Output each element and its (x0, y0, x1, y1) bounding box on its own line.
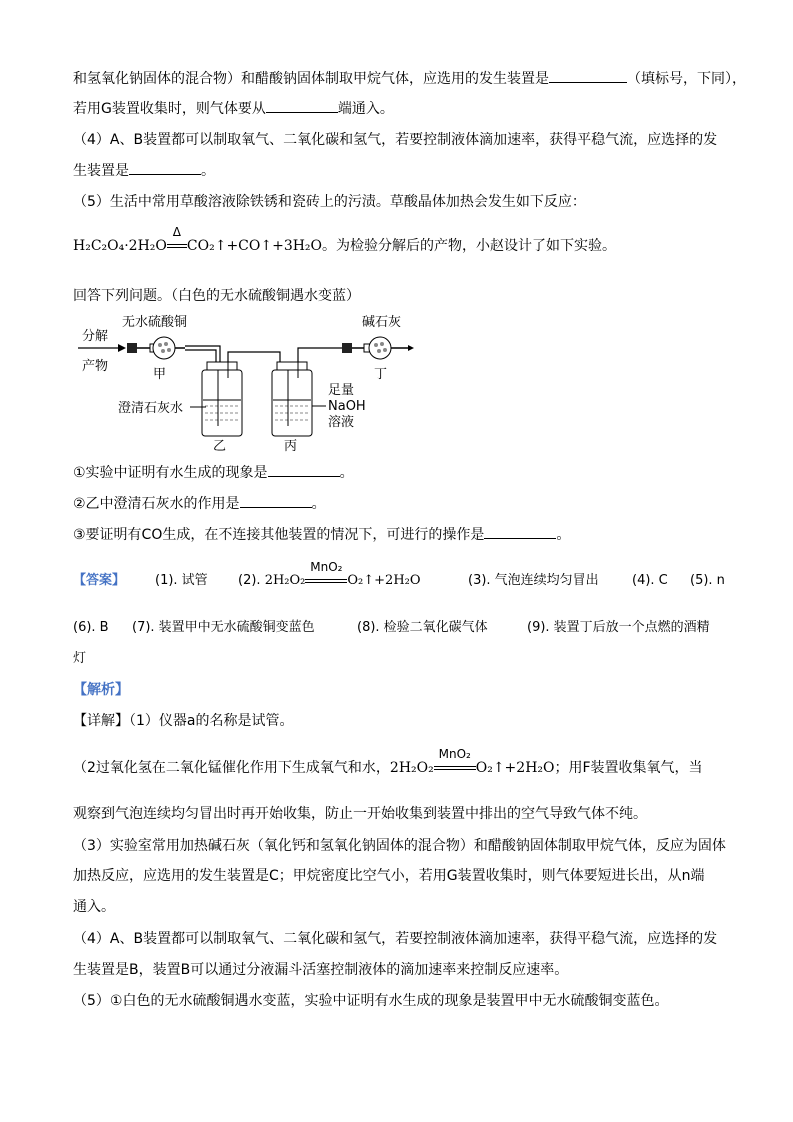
apparatus-diagram (70, 308, 430, 458)
answer-2: (2). 2H₂O₂ MnO₂ O₂↑+2H₂O (238, 571, 421, 591)
q4-blank-device[interactable] (129, 160, 201, 175)
q5-sub3: ③要证明有CO生成，在不连接其他装置的情况下，可进行的操作是 。 (73, 524, 570, 545)
analysis-p2: （2过氧化氢在二氧化锰催化作用下生成氧气和水，2H₂O₂ MnO₂ O₂↑+2H₂O；用F装置收集氧气，当 (73, 747, 703, 776)
q3-blank-device[interactable] (549, 68, 627, 83)
q4-line1: （4）A、B装置都可以制取氧气、二氧化碳和氢气，若要控制液体滴加速率，获得平稳气流，应选择的发 (73, 132, 718, 148)
ding-label: 丁 (374, 367, 388, 382)
analysis-p2-arrow: MnO₂ (434, 758, 476, 778)
naoh-label-2: NaOH (328, 399, 366, 414)
analysis-p3c: 通入。 (73, 899, 115, 915)
answer-2-arrow: MnO₂ (305, 571, 347, 591)
yi-label: 乙 (213, 439, 227, 454)
input-label-2: 产物 (82, 359, 109, 374)
q5-eq-left: H₂C₂O₄·2H₂O (73, 238, 167, 254)
analysis-p4a: （4）A、B装置都可以制取氧气、二氧化碳和氢气，若要控制液体滴加速率，获得平稳气流，应选择的发 (73, 931, 718, 947)
analysis-p2-cont: 观察到气泡连续均匀冒出时再开始收集，防止一开始收集到装置中排出的空气导致气体不纯。 (73, 806, 647, 822)
q5-eq-right: CO₂↑+CO↑+3H₂O (186, 238, 323, 254)
q5-eq-condition: Δ (172, 225, 182, 239)
answer-6: (6). B (73, 620, 109, 635)
bing-label: 丙 (284, 439, 298, 454)
answer-5: (5). n (690, 573, 725, 588)
answer-3: (3). 气泡连续均匀冒出 (468, 573, 599, 588)
q4-line2: 生装置是 。 (73, 160, 215, 181)
limewater-label: 澄清石灰水 (118, 401, 184, 416)
input-arrow-head (118, 344, 126, 352)
analysis-p5: （5）①白色的无水硫酸铜遇水变蓝，实验中证明有水生成的现象是装置甲中无水硫酸铜变蓝色。 (73, 993, 669, 1009)
analysis-p3a: （3）实验室常用加热碱石灰（氧化钙和氢氧化钠固体的混合物）和醋酸钠固体制取甲烷气体，反应为固体 (73, 838, 726, 854)
jia-label: 甲 (153, 367, 167, 382)
answer-1: (1). 试管 (155, 573, 208, 588)
answer-9: (9). 装置丁后放一个点燃的酒精 (527, 620, 710, 635)
bottle-yi (202, 362, 242, 436)
q3-line1: 和氢氧化钠固体的混合物）和醋酸钠固体制取甲烷气体，应选用的发生装置是 （填标号，下同）， (73, 68, 746, 89)
q5-sub1: ①实验中证明有水生成的现象是 。 (73, 462, 354, 483)
answer-9-cont: 灯 (73, 651, 87, 666)
cuso4-label: 无水硫酸铜 (122, 315, 188, 330)
q5-line1: （5）生活中常用草酸溶液除铁锈和瓷砖上的污渍。草酸晶体加热会发生如下反应： (73, 194, 586, 210)
analysis-label: 【解析】 (73, 682, 129, 698)
drying-tube-jia (127, 337, 185, 359)
q5-line3: 回答下列问题。（白色的无水硫酸铜遇水变蓝） (73, 288, 360, 304)
answer-label: 【答案】 (73, 573, 126, 588)
drying-tube-ding (342, 337, 414, 359)
q5-equation: H₂C₂O₄·2H₂O Δ CO₂↑+CO↑+3H₂O。为检验分解后的产物，小赵设计了如下实验。 (73, 236, 616, 256)
answer-8: (8). 检验二氧化碳气体 (357, 620, 488, 635)
soda-lime-label: 碱石灰 (362, 315, 402, 330)
analysis-p3b: 加热反应，应选用的发生装置是C；甲烷密度比空气小，若用G装置收集时，则气体要短进长出，从n端 (73, 868, 705, 884)
answer-7: (7). 装置甲中无水硫酸铜变蓝色 (132, 620, 315, 635)
answer-4: (4). C (632, 573, 668, 588)
q5-eq-arrow (167, 225, 187, 256)
q5-sub2: ②乙中澄清石灰水的作用是 。 (73, 493, 326, 514)
analysis-p4b: 生装置是B，装置B可以通过分液漏斗活塞控制液体的滴加速率来控制反应速率。 (73, 962, 569, 978)
bottle-bing (272, 362, 312, 436)
naoh-label-1: 足量 (328, 383, 355, 398)
naoh-label-3: 溶液 (328, 415, 355, 430)
q3-blank-inlet[interactable] (266, 98, 338, 113)
q5-blank-limewater[interactable] (240, 493, 312, 508)
q5-blank-water[interactable] (268, 462, 340, 477)
q3-line2: 若用G装置收集时，则气体要从 端通入。 (73, 98, 394, 119)
analysis-p1: 【详解】（1）仪器a的名称是试管。 (73, 713, 294, 729)
q5-blank-co[interactable] (484, 524, 556, 539)
input-label-1: 分解 (82, 329, 109, 344)
